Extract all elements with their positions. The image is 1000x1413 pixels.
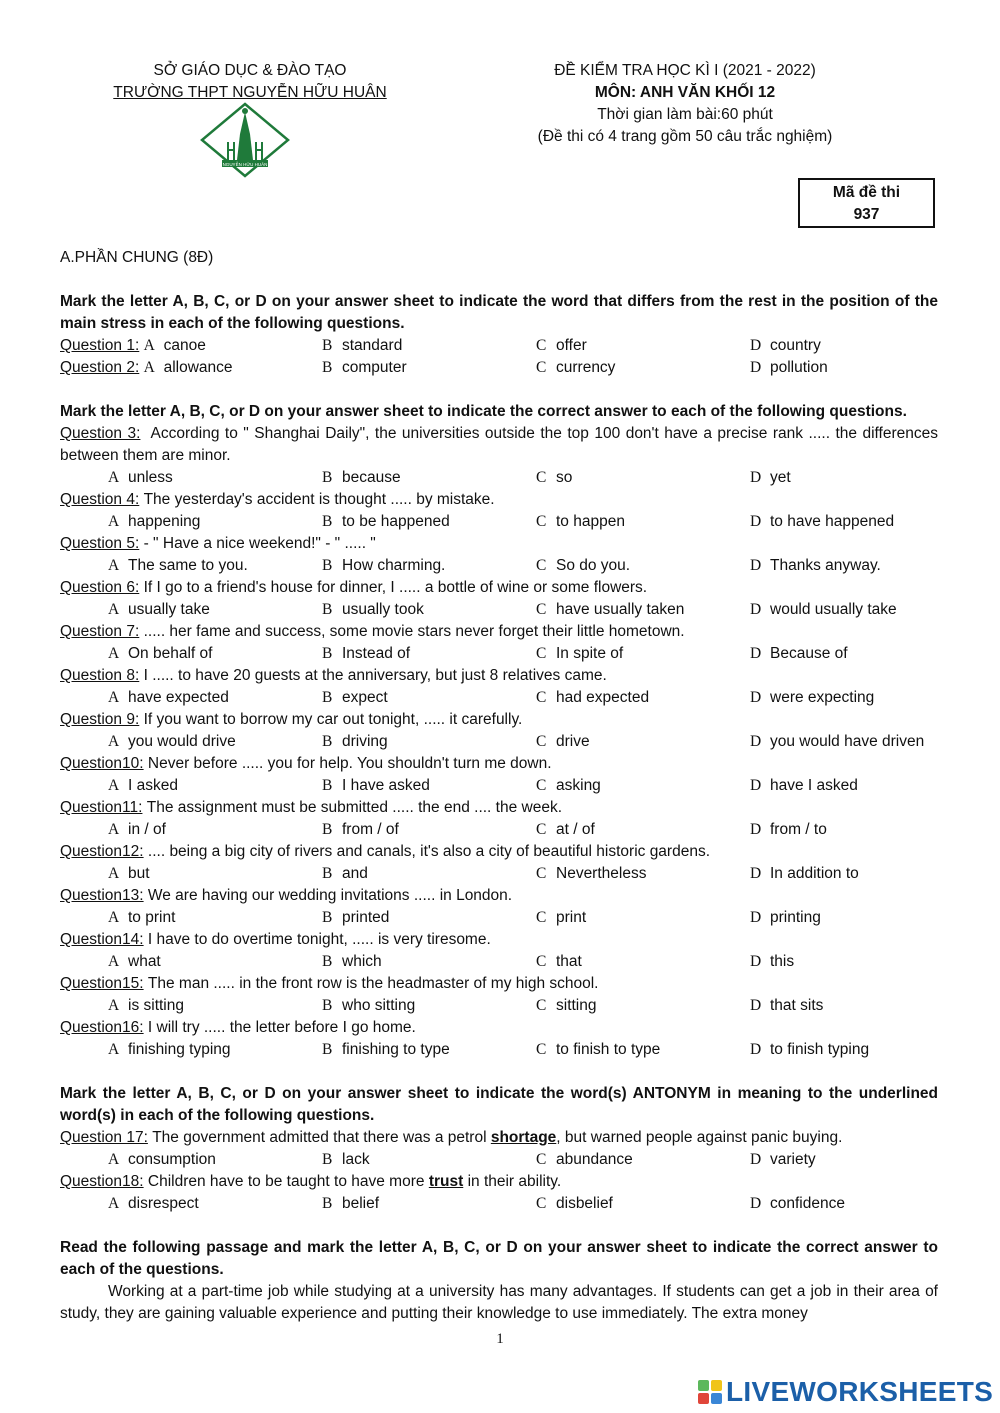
option-letter: D [750, 1151, 762, 1168]
exam-note: (Đề thi có 4 trang gồm 50 câu trắc nghiệm) [537, 128, 833, 145]
option-letter: B [322, 469, 333, 486]
school-header [100, 60, 400, 104]
option-b[interactable]: I have asked [342, 777, 430, 794]
question-8-stem [60, 665, 938, 687]
logo-caption: NGUYỄN HỮU HUÂN [222, 162, 268, 167]
option-letter: A [108, 513, 120, 530]
question-13-stem [60, 885, 938, 907]
option-letter: C [536, 1151, 547, 1168]
question-label: Question 8: [60, 667, 140, 684]
option-letter: B [322, 1041, 333, 1058]
underlined-word: trust [428, 1173, 464, 1190]
option-letter: C [536, 865, 547, 882]
question-text: If I go to a friend's house for dinner, I ..... a bottle of wine or some flowers. [143, 579, 648, 596]
liveworksheets-logo[interactable] [698, 1375, 993, 1409]
option-b[interactable]: printed [342, 909, 390, 926]
option-d[interactable]: printing [770, 909, 821, 926]
option-c[interactable]: that [556, 953, 582, 970]
question-17-stem [60, 1127, 938, 1149]
question-10-options [60, 775, 938, 797]
option-b[interactable]: usually took [342, 601, 424, 618]
option-a[interactable]: finishing typing [128, 1041, 231, 1058]
school-name: TRƯỜNG THPT NGUYỄN HỮU HUÂN [113, 84, 387, 101]
option-letter: D [750, 469, 762, 486]
option-a[interactable]: in / of [128, 821, 166, 838]
section-title: A.PHẦN CHUNG (8Đ) [60, 249, 214, 266]
question-4-options [60, 511, 938, 533]
option-letter: D [750, 909, 762, 926]
option-letter: B [322, 601, 333, 618]
instruction-correct: Mark the letter A, B, C, or D on your answer sheet to indicate the correct answer to each of the following questions. [60, 403, 907, 420]
option-letter: C [536, 777, 547, 794]
option-letter: B [322, 777, 333, 794]
question-text: I have to do overtime tonight, ..... is very tiresome. [147, 931, 491, 948]
option-letter: B [322, 513, 333, 530]
option-letter: B [322, 337, 333, 354]
question-label: Question16: [60, 1019, 144, 1036]
option-d[interactable]: have I asked [770, 777, 858, 794]
option-letter: C [536, 821, 547, 838]
option-letter: A [108, 469, 120, 486]
question-label: Question 2: [60, 359, 140, 376]
instruction-stress: Mark the letter A, B, C, or D on your answer sheet to indicate the word that differs from the rest in the position of the main stress in each of the following questions. [60, 293, 938, 332]
option-a[interactable]: disrespect [128, 1195, 199, 1212]
option-letter: B [322, 557, 333, 574]
question-label: Question10: [60, 755, 144, 772]
option-letter: C [536, 1041, 547, 1058]
option-c[interactable]: abundance [556, 1151, 633, 1168]
option-b[interactable]: Instead of [342, 645, 411, 662]
school-logo [200, 102, 290, 178]
option-d[interactable]: confidence [770, 1195, 845, 1212]
question-text: Children have to be taught to have more [147, 1173, 429, 1190]
question-label: Question 4: [60, 491, 140, 508]
option-d[interactable]: In addition to [770, 865, 859, 882]
question-10-stem [60, 753, 938, 775]
option-d[interactable]: you would have driven [770, 733, 925, 750]
option-a[interactable]: have expected [128, 689, 229, 706]
option-b[interactable]: because [342, 469, 401, 486]
question-label: Question11: [60, 799, 143, 816]
question-7-stem [60, 621, 938, 643]
option-d[interactable]: to finish typing [770, 1041, 870, 1058]
question-text: The government admitted that there was a petrol [152, 1129, 491, 1146]
option-b[interactable]: standard [342, 337, 403, 354]
option-letter: C [536, 513, 547, 530]
option-c[interactable]: In spite of [556, 645, 624, 662]
option-a[interactable]: allowance [163, 359, 233, 376]
option-a[interactable]: what [128, 953, 161, 970]
option-letter: A [108, 1195, 120, 1212]
question-17-options [60, 1149, 938, 1171]
question-2 [60, 357, 938, 379]
question-16-options [60, 1039, 938, 1061]
option-letter: D [750, 513, 762, 530]
question-text: I will try ..... the letter before I go home. [147, 1019, 416, 1036]
option-letter: D [750, 953, 762, 970]
option-letter: D [750, 557, 762, 574]
question-text: The assignment must be submitted ..... the end .... the week. [146, 799, 563, 816]
exam-code-value: 937 [853, 206, 880, 223]
option-letter: A [108, 777, 120, 794]
option-b[interactable]: belief [342, 1195, 380, 1212]
option-c[interactable]: Nevertheless [556, 865, 647, 882]
option-b[interactable]: computer [342, 359, 407, 376]
option-letter: B [322, 733, 333, 750]
option-a[interactable]: to print [128, 909, 176, 926]
option-d[interactable]: that sits [770, 997, 824, 1014]
option-letter: D [750, 337, 762, 354]
option-c[interactable]: so [556, 469, 573, 486]
option-a[interactable]: happening [128, 513, 201, 530]
question-label: Question14: [60, 931, 144, 948]
instruction-passage: Read the following passage and mark the letter A, B, C, or D on your answer sheet to indicate the correct answer to each of the questions. [60, 1239, 938, 1278]
option-letter: A [108, 1041, 120, 1058]
option-letter: C [536, 359, 547, 376]
question-text: I ..... to have 20 guests at the anniversary, but just 8 relatives came. [143, 667, 607, 684]
question-15-options [60, 995, 938, 1017]
option-a[interactable]: canoe [163, 337, 206, 354]
question-14-stem [60, 929, 938, 951]
option-letter: C [536, 645, 547, 662]
question-text: According to " Shanghai Daily", the universities outside the top 100 don't have a precise rank ..... the differences between them are minor. [60, 425, 939, 464]
option-c[interactable]: drive [556, 733, 590, 750]
option-a[interactable]: is sitting [128, 997, 184, 1014]
option-c[interactable]: to happen [556, 513, 625, 530]
option-letter: A [108, 689, 120, 706]
option-d[interactable]: pollution [770, 359, 828, 376]
question-text: ..... her fame and success, some movie stars never forget their little hometown. [143, 623, 685, 640]
reading-passage: Working at a part-time job while studying at a university has many advantages. If students can get a job in their area of study, they are gaining valuable experience and putting their knowledge to use immediately. The extra money [60, 1283, 938, 1322]
option-a[interactable]: usually take [128, 601, 210, 618]
question-13-options [60, 907, 938, 929]
option-letter: C [536, 557, 547, 574]
option-letter: A [108, 953, 120, 970]
option-letter: C [536, 337, 547, 354]
option-d[interactable]: Thanks anyway. [770, 557, 881, 574]
question-8-options [60, 687, 938, 709]
option-letter: D [750, 1195, 762, 1212]
option-letter: B [322, 821, 333, 838]
option-d[interactable]: variety [770, 1151, 816, 1168]
question-16-stem [60, 1017, 938, 1039]
option-b[interactable]: and [342, 865, 368, 882]
option-letter: D [750, 821, 762, 838]
option-letter: A [143, 337, 155, 354]
option-letter: B [322, 689, 333, 706]
question-14-options [60, 951, 938, 973]
question-label: Question 5: [60, 535, 140, 552]
question-11-options [60, 819, 938, 841]
option-letter: A [143, 359, 155, 376]
option-c[interactable]: at / of [556, 821, 595, 838]
option-letter: A [108, 645, 120, 662]
option-letter: A [108, 1151, 120, 1168]
option-c[interactable]: currency [556, 359, 616, 376]
option-letter: B [322, 997, 333, 1014]
option-d[interactable]: from / to [770, 821, 827, 838]
question-text: - " Have a nice weekend!" - " ..... " [143, 535, 376, 552]
question-18-options [60, 1193, 938, 1215]
option-c[interactable]: have usually taken [556, 601, 685, 618]
option-c[interactable]: So do you. [556, 557, 631, 574]
option-letter: B [322, 359, 333, 376]
question-text: The man ..... in the front row is the headmaster of my high school. [147, 975, 599, 992]
question-9-options [60, 731, 938, 753]
option-a[interactable]: The same to you. [128, 557, 248, 574]
question-15-stem [60, 973, 938, 995]
option-letter: A [108, 601, 120, 618]
exam-header [500, 60, 870, 148]
option-letter: B [322, 953, 333, 970]
exam-title: ĐỀ KIỂM TRA HỌC KÌ I (2021 - 2022) [554, 62, 816, 79]
option-b[interactable]: How charming. [342, 557, 446, 574]
question-label: Question13: [60, 887, 144, 904]
option-letter: A [108, 997, 120, 1014]
instruction-antonym: Mark the letter A, B, C, or D on your answer sheet to indicate the word(s) ANTONYM in meaning to the underlined word(s) in each of the following questions. [60, 1085, 938, 1124]
option-letter: A [108, 865, 120, 882]
option-d[interactable]: to have happened [770, 513, 895, 530]
option-letter: A [108, 557, 120, 574]
option-letter: D [750, 1041, 762, 1058]
option-letter: C [536, 1195, 547, 1212]
question-6-options [60, 599, 938, 621]
question-text: The yesterday's accident is thought ..... by mistake. [143, 491, 495, 508]
option-d[interactable]: yet [770, 469, 791, 486]
question-5-stem [60, 533, 938, 555]
question-5-options [60, 555, 938, 577]
option-letter: D [750, 733, 762, 750]
question-12-stem [60, 841, 938, 863]
option-letter: A [108, 909, 120, 926]
option-d[interactable]: this [770, 953, 795, 970]
option-letter: C [536, 953, 547, 970]
option-b[interactable]: finishing to type [342, 1041, 450, 1058]
question-3-options [60, 467, 938, 489]
question-label: Question 17: [60, 1129, 148, 1146]
option-b[interactable]: from / of [342, 821, 399, 838]
option-d[interactable]: Because of [770, 645, 848, 662]
option-letter: A [108, 821, 120, 838]
option-b[interactable]: who sitting [342, 997, 416, 1014]
question-text: We are having our wedding invitations ..... in London. [147, 887, 513, 904]
question-text: Never before ..... you for help. You shouldn't turn me down. [147, 755, 552, 772]
brand-name: LIVEWORKSHEETS [726, 1376, 994, 1407]
question-label: Question 3: [60, 425, 141, 442]
option-letter: B [322, 865, 333, 882]
option-a[interactable]: I asked [128, 777, 178, 794]
option-letter: B [322, 1151, 333, 1168]
question-label: Question 1: [60, 337, 140, 354]
page-number: 1 [496, 1331, 504, 1347]
question-text: .... being a big city of rivers and canals, it's also a city of beautiful historic gardens. [147, 843, 711, 860]
option-letter: C [536, 909, 547, 926]
option-letter: D [750, 997, 762, 1014]
question-label: Question18: [60, 1173, 144, 1190]
exam-content [60, 291, 938, 1325]
option-b[interactable]: to be happened [342, 513, 450, 530]
option-a[interactable]: but [128, 865, 150, 882]
question-6-stem [60, 577, 938, 599]
question-label: Question 7: [60, 623, 140, 640]
underlined-word: shortage [490, 1129, 557, 1146]
exam-code-box [798, 178, 935, 228]
option-a[interactable]: you would drive [128, 733, 236, 750]
option-letter: C [536, 733, 547, 750]
option-letter: D [750, 645, 762, 662]
question-12-options [60, 863, 938, 885]
option-d[interactable]: were expecting [770, 689, 875, 706]
option-c[interactable]: offer [556, 337, 587, 354]
option-b[interactable]: driving [342, 733, 388, 750]
option-letter: A [108, 733, 120, 750]
option-letter: D [750, 601, 762, 618]
option-c[interactable]: disbelief [556, 1195, 613, 1212]
option-d[interactable]: would usually take [770, 601, 897, 618]
option-letter: B [322, 645, 333, 662]
option-c[interactable]: had expected [556, 689, 650, 706]
question-18-stem [60, 1171, 938, 1193]
option-c[interactable]: print [556, 909, 587, 926]
option-letter: D [750, 777, 762, 794]
question-text-end: in their ability. [463, 1173, 562, 1190]
option-letter: C [536, 601, 547, 618]
exam-code-label: Mã đề thi [832, 184, 901, 201]
question-3-stem [60, 423, 938, 467]
option-b[interactable]: which [342, 953, 382, 970]
option-letter: D [750, 865, 762, 882]
option-a[interactable]: consumption [128, 1151, 216, 1168]
question-9-stem [60, 709, 938, 731]
option-c[interactable]: asking [556, 777, 601, 794]
exam-time: Thời gian làm bài:60 phút [597, 106, 773, 123]
option-letter: B [322, 1195, 333, 1212]
option-a[interactable]: On behalf of [128, 645, 213, 662]
question-text-end: , but warned people against panic buying. [556, 1129, 843, 1146]
option-b[interactable]: expect [342, 689, 388, 706]
option-letter: D [750, 359, 762, 376]
department-name: SỞ GIÁO DỤC & ĐÀO TẠO [153, 62, 347, 79]
option-b[interactable]: lack [342, 1151, 370, 1168]
question-label: Question 6: [60, 579, 140, 596]
question-text: If you want to borrow my car out tonight, ..... it carefully. [143, 711, 523, 728]
question-1 [60, 335, 938, 357]
option-letter: C [536, 469, 547, 486]
question-7-options [60, 643, 938, 665]
question-label: Question15: [60, 975, 144, 992]
option-letter: B [322, 909, 333, 926]
option-c[interactable]: to finish to type [556, 1041, 661, 1058]
question-4-stem [60, 489, 938, 511]
option-c[interactable]: sitting [556, 997, 597, 1014]
option-a[interactable]: unless [128, 469, 173, 486]
question-11-stem [60, 797, 938, 819]
exam-subject: MÔN: ANH VĂN KHỐI 12 [594, 84, 776, 101]
option-letter: C [536, 997, 547, 1014]
brand-grid-icon [698, 1380, 722, 1404]
question-label: Question12: [60, 843, 144, 860]
option-letter: D [750, 689, 762, 706]
question-label: Question 9: [60, 711, 140, 728]
option-d[interactable]: country [770, 337, 821, 354]
option-letter: C [536, 689, 547, 706]
